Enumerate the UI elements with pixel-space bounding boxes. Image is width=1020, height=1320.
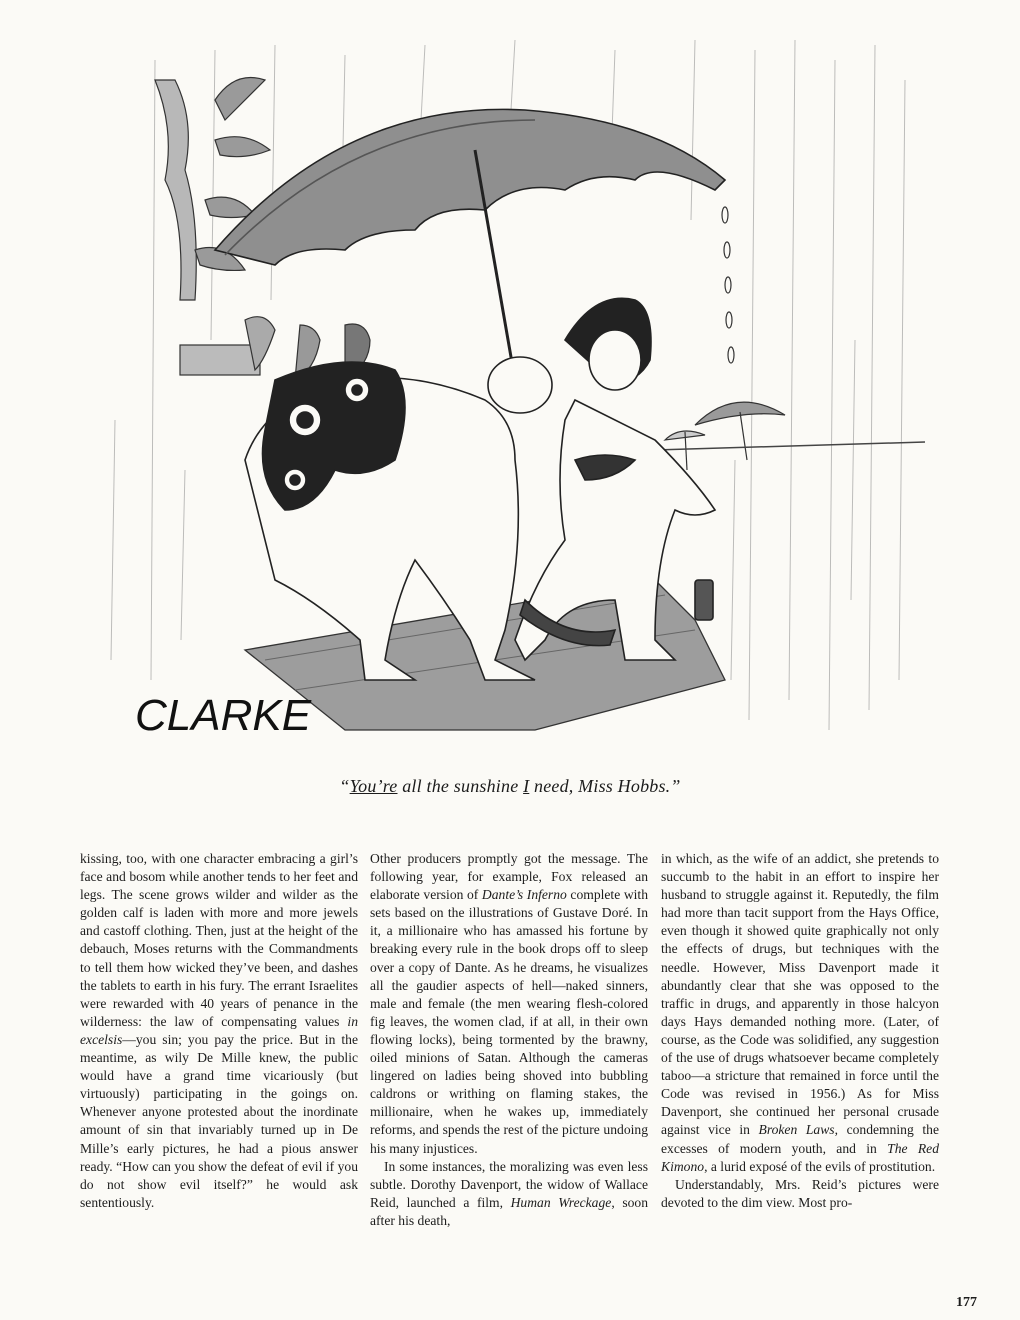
- paragraph: Other producers promptly got the message. The following year, for example, Fox released an elaborate version of Dante’s Inferno complete with sets based on the illustrations of Gustave Doré. In it, a millionaire who has amassed his fortune by breaking every rule in the book drops off to sleep over a copy of Dante. As he dreams, he visualizes all the gaudier aspects of hell—naked sinners, male and female (the men wearing flesh-colored fig leaves, the women clad, if at all, in their own flowing locks), being tormented by the brawny, oiled minions of Satan. Although the cameras lingered on ladies being shoved into bubbling caldrons or writhing on flaming stakes, the millionaire, when he wakes up, immediately reforms, and spends the rest of the picture undoing his many injustices.: [370, 851, 648, 1156]
- artist-signature: CLARKE: [135, 691, 312, 740]
- cartoon-caption: “You’re all the sunshine I need, Miss Hobbs.”: [339, 776, 681, 796]
- paragraph: In some instances, the moralizing was even less subtle. Dorothy Davenport, the widow of Wallace Reid, launched a film, Human Wreckage, soon after his death,: [370, 1158, 649, 1228]
- caption-youre: You’re: [349, 776, 398, 796]
- article-column-1: [80, 850, 358, 1212]
- umbrella-drips: [722, 207, 734, 363]
- horizon-line: [655, 442, 925, 450]
- palm-trees: [155, 78, 270, 301]
- article-column-2: [370, 850, 648, 1230]
- cartoon-illustration: [95, 40, 935, 760]
- paragraph: in which, as the wife of an addict, she pretends to succumb to the habit in an effort to inspire her husband to struggle against it. Reputedly, the film had more than tacit support from the Hays Office, even though it showed quite graphically not only the effects of drugs, but techniques with the needle. However, Miss Davenport made it abundantly clear that she was opposed to the traffic in drugs, and apparently in those halcyon days Hays demanded nothing more. (Later, of course, as the Code was solidified, any suggestion of the use of drugs whatsoever became completely taboo—a stricture that remained in force until the Code was revised in 1956.) As for Miss Davenport, she continued her personal crusade against vice in Broken Laws, condemning the excesses of modern youth, and in The Red Kimono, a lurid exposé of the evils of prostitution.: [661, 851, 939, 1174]
- paragraph: kissing, too, with one character embracing a girl’s face and bosom while another tends to her feet and legs. The scene grows wilder and wilder as the golden calf is laden with more and more jewels and castoff clothing. Then, just at the height of the debauch, Moses returns with the Commandments to tell them how wicked they’ve been, and dashes the tablets to earth in his fury. The errant Israelites were rewarded with 40 years of penance in the wilderness: the law of compensating values in excelsis—you sin; you pay the price. But in the meantime, as wily De Mille knew, the public would have a grand time vicariously (but virtuously) participating in the goings on. Whenever anyone protested about the inordinate amount of sin that invariably turned up in De Mille’s early pictures, he had a pious answer ready. “How can you show the defeat of evil if you do not show evil itself?” he would ask sententiously.: [80, 851, 358, 1210]
- article-column-3: [661, 850, 939, 1212]
- distant-umbrellas: [665, 402, 785, 470]
- paragraph: Understandably, Mrs. Reid’s pictures were devoted to the dim view. Most pro-: [661, 1176, 939, 1210]
- page-number: 177: [956, 1295, 977, 1310]
- caption-i: I: [523, 776, 530, 796]
